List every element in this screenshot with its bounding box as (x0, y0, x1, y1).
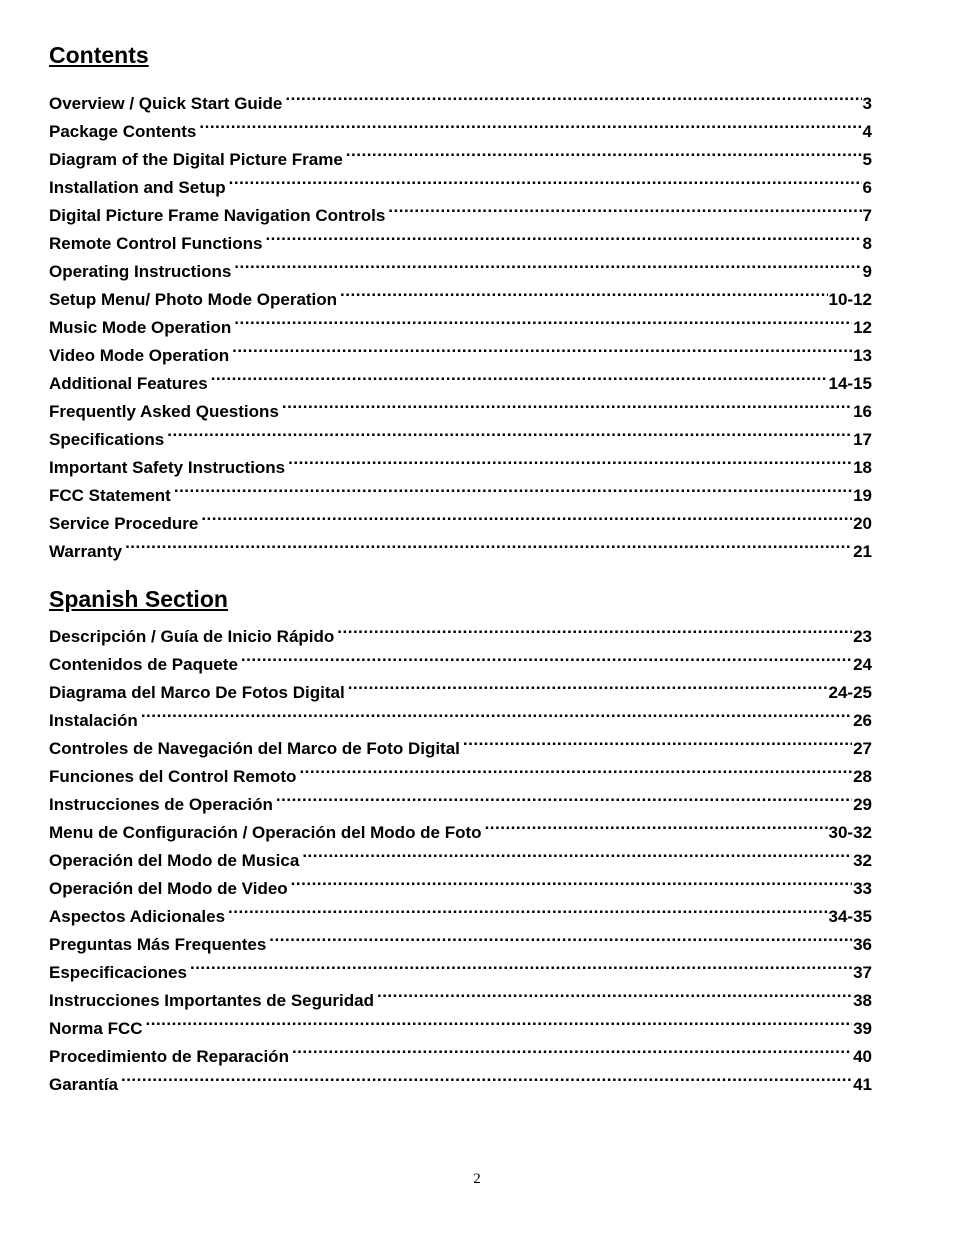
toc-dot-leader (167, 417, 852, 445)
toc-dot-leader (302, 838, 852, 866)
toc-dot-leader (229, 165, 862, 193)
toc-entry-title: Music Mode Operation (49, 318, 232, 337)
contents-toc-list (49, 81, 872, 561)
toc-entry-title: Contenidos de Paquete (49, 655, 238, 674)
toc-entry-title: Controles de Navegación del Marco de Foto Digital (49, 739, 460, 758)
toc-entry-page-number: 36 (853, 935, 872, 954)
toc-entry[interactable] (49, 614, 872, 646)
toc-entry-page-number: 28 (853, 767, 872, 786)
toc-entry-title: Video Mode Operation (49, 346, 230, 365)
toc-entry[interactable] (49, 1006, 872, 1038)
toc-entry-page-number: 24-25 (828, 683, 872, 702)
toc-dot-leader (201, 501, 852, 529)
toc-entry-page-number: 32 (853, 851, 872, 870)
spanish-toc-list (49, 614, 872, 1094)
toc-entry[interactable] (49, 1034, 872, 1066)
toc-dot-leader (299, 754, 852, 782)
toc-dot-leader (463, 726, 852, 754)
toc-dot-leader (190, 950, 852, 978)
toc-entry-page-number: 16 (853, 402, 872, 421)
toc-entry-page-number: 9 (862, 262, 872, 281)
toc-entry-title: Aspectos Adicionales (49, 907, 226, 926)
toc-dot-leader (337, 614, 852, 642)
toc-entry-page-number: 33 (853, 879, 872, 898)
toc-dot-leader (291, 866, 852, 894)
spanish-section-heading: Spanish Section (49, 586, 228, 612)
toc-entry-title: Package Contents (49, 122, 197, 141)
toc-entry-title: Diagrama del Marco De Fotos Digital (49, 683, 345, 702)
toc-entry-page-number: 13 (853, 346, 872, 365)
toc-dot-leader (388, 193, 861, 221)
toc-entry-title: Preguntas Más Frequentes (49, 935, 267, 954)
toc-entry[interactable] (49, 1062, 872, 1094)
toc-entry-page-number: 10-12 (828, 290, 872, 309)
toc-dot-leader (340, 277, 827, 305)
toc-entry-title: Important Safety Instructions (49, 458, 286, 477)
toc-entry-title: Instrucciones de Operación (49, 795, 273, 814)
toc-entry[interactable] (49, 726, 872, 758)
document-page (49, 40, 872, 1094)
toc-dot-leader (174, 473, 852, 501)
toc-dot-leader (348, 670, 828, 698)
toc-entry-page-number: 38 (853, 991, 872, 1010)
toc-dot-leader (211, 361, 828, 389)
toc-dot-leader (285, 81, 861, 109)
toc-entry-page-number: 34-35 (828, 907, 872, 926)
toc-entry[interactable] (49, 501, 872, 533)
toc-entry-title: Funciones del Control Remoto (49, 767, 297, 786)
toc-entry-page-number: 39 (853, 1019, 872, 1038)
toc-entry-title: Warranty (49, 542, 123, 561)
toc-entry-page-number: 20 (853, 514, 872, 533)
toc-dot-leader (282, 389, 852, 417)
toc-entry-page-number: 7 (862, 206, 872, 225)
toc-entry-title: Remote Control Functions (49, 234, 263, 253)
toc-entry-page-number: 29 (853, 795, 872, 814)
toc-entry-title: Diagram of the Digital Picture Frame (49, 150, 343, 169)
toc-entry-title: FCC Statement (49, 486, 171, 505)
toc-dot-leader (485, 810, 828, 838)
toc-entry-title: Garantía (49, 1075, 118, 1094)
toc-entry-title: Especificaciones (49, 963, 187, 982)
toc-entry[interactable] (49, 529, 872, 561)
toc-entry[interactable] (49, 445, 872, 477)
toc-entry-title: Instalación (49, 711, 138, 730)
toc-entry-page-number: 23 (853, 627, 872, 646)
toc-entry-page-number: 14-15 (828, 374, 872, 393)
toc-entry-title: Norma FCC (49, 1019, 143, 1038)
page-number: 2 (473, 1171, 481, 1187)
toc-entry-title: Procedimiento de Reparación (49, 1047, 289, 1066)
toc-dot-leader (288, 445, 852, 473)
toc-entry-page-number: 6 (862, 178, 872, 197)
toc-entry-title: Operación del Modo de Musica (49, 851, 300, 870)
toc-dot-leader (234, 249, 861, 277)
toc-entry-page-number: 3 (862, 94, 872, 113)
toc-dot-leader (265, 221, 861, 249)
toc-entry-page-number: 4 (862, 122, 872, 141)
toc-dot-leader (146, 1006, 853, 1034)
toc-entry-page-number: 30-32 (828, 823, 872, 842)
toc-dot-leader (377, 978, 852, 1006)
toc-entry-title: Setup Menu/ Photo Mode Operation (49, 290, 338, 309)
toc-entry-title: Operación del Modo de Video (49, 879, 288, 898)
toc-entry-page-number: 8 (862, 234, 872, 253)
toc-dot-leader (234, 305, 852, 333)
toc-dot-leader (141, 698, 852, 726)
toc-dot-leader (292, 1034, 852, 1062)
toc-entry-title: Additional Features (49, 374, 208, 393)
toc-entry-title: Overview / Quick Start Guide (49, 94, 283, 113)
contents-heading: Contents (49, 42, 149, 68)
toc-dot-leader (125, 529, 852, 557)
toc-dot-leader (269, 922, 852, 950)
toc-entry-page-number: 5 (862, 150, 872, 169)
toc-entry-title: Instrucciones Importantes de Seguridad (49, 991, 374, 1010)
toc-entry[interactable] (49, 417, 872, 449)
toc-entry-page-number: 19 (853, 486, 872, 505)
toc-entry-title: Installation and Setup (49, 178, 226, 197)
toc-entry-title: Digital Picture Frame Navigation Controls (49, 206, 386, 225)
toc-entry-page-number: 12 (853, 318, 872, 337)
toc-entry-title: Frequently Asked Questions (49, 402, 279, 421)
toc-dot-leader (276, 782, 852, 810)
toc-entry-title: Operating Instructions (49, 262, 232, 281)
toc-entry[interactable] (49, 81, 872, 113)
toc-entry-page-number: 37 (853, 963, 872, 982)
toc-dot-leader (241, 642, 852, 670)
section-spacer (49, 557, 872, 584)
toc-dot-leader (346, 137, 862, 165)
toc-entry-title: Menu de Configuración / Operación del Modo de Foto (49, 823, 482, 842)
toc-entry-page-number: 18 (853, 458, 872, 477)
toc-entry-page-number: 17 (853, 430, 872, 449)
toc-entry-title: Service Procedure (49, 514, 199, 533)
toc-entry-page-number: 26 (853, 711, 872, 730)
toc-entry-page-number: 21 (853, 542, 872, 561)
toc-entry-title: Specifications (49, 430, 165, 449)
toc-entry-page-number: 41 (853, 1075, 872, 1094)
toc-entry-page-number: 27 (853, 739, 872, 758)
toc-dot-leader (199, 109, 861, 137)
toc-entry-page-number: 24 (853, 655, 872, 674)
toc-dot-leader (232, 333, 852, 361)
toc-entry-title: Descripción / Guía de Inicio Rápido (49, 627, 335, 646)
toc-dot-leader (228, 894, 827, 922)
toc-entry-page-number: 40 (853, 1047, 872, 1066)
toc-entry[interactable] (49, 698, 872, 730)
toc-dot-leader (121, 1062, 852, 1090)
